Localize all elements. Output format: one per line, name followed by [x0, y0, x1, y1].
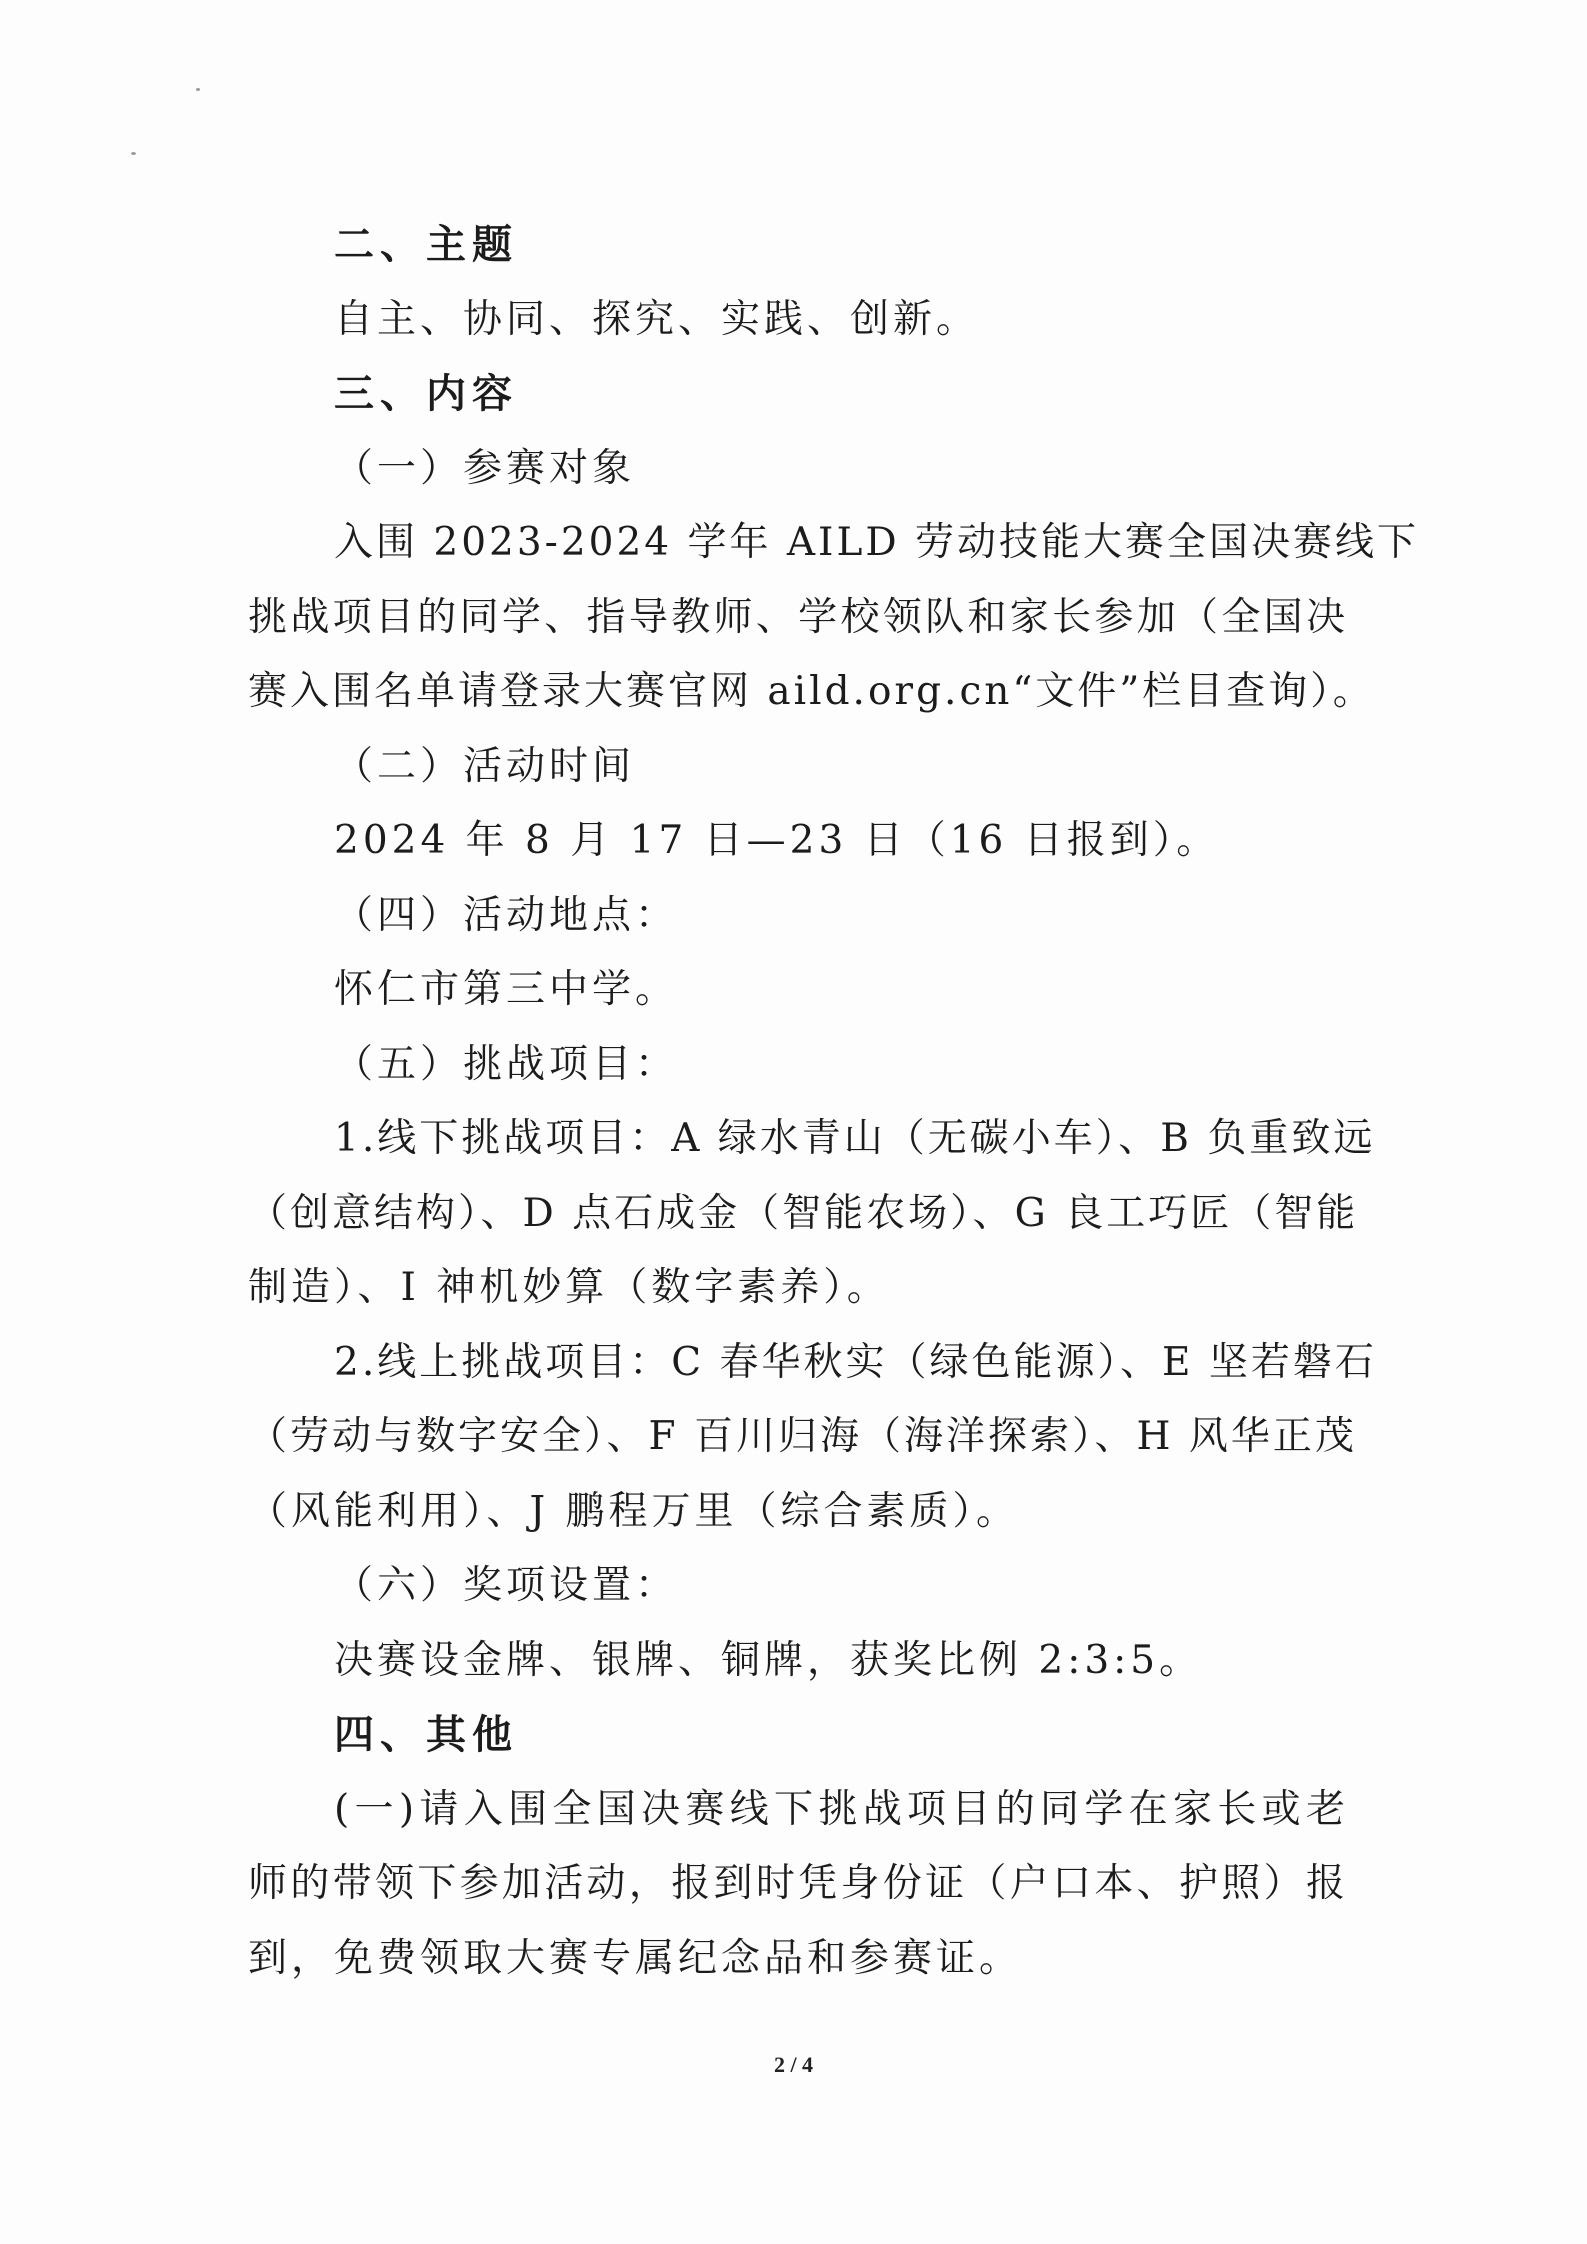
location-text: 怀仁市第三中学。 — [334, 967, 679, 1012]
paragraph-line: （创意结构）、D 点石成金（智能农场）、G 良工巧匠（智能 — [248, 1190, 1359, 1236]
paragraph-line: 师的带领下参加活动，报到时凭身份证（户口本、护照）报 — [248, 1861, 1348, 1906]
paragraph-line: 制造）、I 神机妙算（数字素养）。 — [248, 1265, 890, 1310]
subheading-location: （四）活动地点： — [334, 892, 679, 938]
section-heading-theme: 二、主题 — [334, 222, 518, 268]
paragraph-line: （风能利用）、J 鹏程万里（综合素质）。 — [248, 1488, 1020, 1534]
subheading-time: （二）活动时间 — [334, 743, 636, 789]
scan-speck — [196, 88, 200, 91]
scan-speck — [131, 152, 136, 155]
section-heading-content: 三、内容 — [334, 371, 518, 417]
paragraph-line: 到，免费领取大赛专属纪念品和参赛证。 — [248, 1935, 1023, 1981]
time-text: 2024 年 8 月 17 日—23 日（16 日报到）。 — [334, 818, 1220, 863]
document-body — [248, 208, 1420, 1996]
paragraph-line: 入围 2023-2024 学年 AILD 劳动技能大赛全国决赛线下 — [334, 520, 1420, 565]
page-number: 2 / 4 — [773, 2052, 814, 2077]
subheading-participants: （一）参赛对象 — [334, 445, 636, 491]
awards-text: 决赛设金牌、银牌、铜牌，获奖比例 2:3:5。 — [334, 1637, 1203, 1683]
subheading-awards: （六）奖项设置： — [334, 1563, 679, 1608]
section-heading-other: 四、其他 — [334, 1712, 518, 1758]
paragraph-line: 1.线下挑战项目：A 绿水青山（无碳小车）、B 负重致远 — [334, 1116, 1376, 1161]
paragraph-line: （劳动与数字安全）、F 百川归海（海洋探索）、H 风华正茂 — [248, 1414, 1357, 1459]
theme-text: 自主、协同、探究、实践、创新。 — [334, 296, 980, 342]
paragraph-line: (一)请入围全国决赛线下挑战项目的同学在家长或老 — [334, 1786, 1348, 1832]
subheading-projects: （五）挑战项目： — [334, 1041, 679, 1087]
paragraph-line: 2.线上挑战项目：C 春华秋实（绿色能源）、E 坚若磐石 — [334, 1339, 1377, 1385]
paragraph-line: 挑战项目的同学、指导教师、学校领队和家长参加（全国决 — [248, 594, 1348, 640]
paragraph-line: 赛入围名单请登录大赛官网 aild.org.cn“文件”栏目查询）。 — [248, 669, 1375, 714]
